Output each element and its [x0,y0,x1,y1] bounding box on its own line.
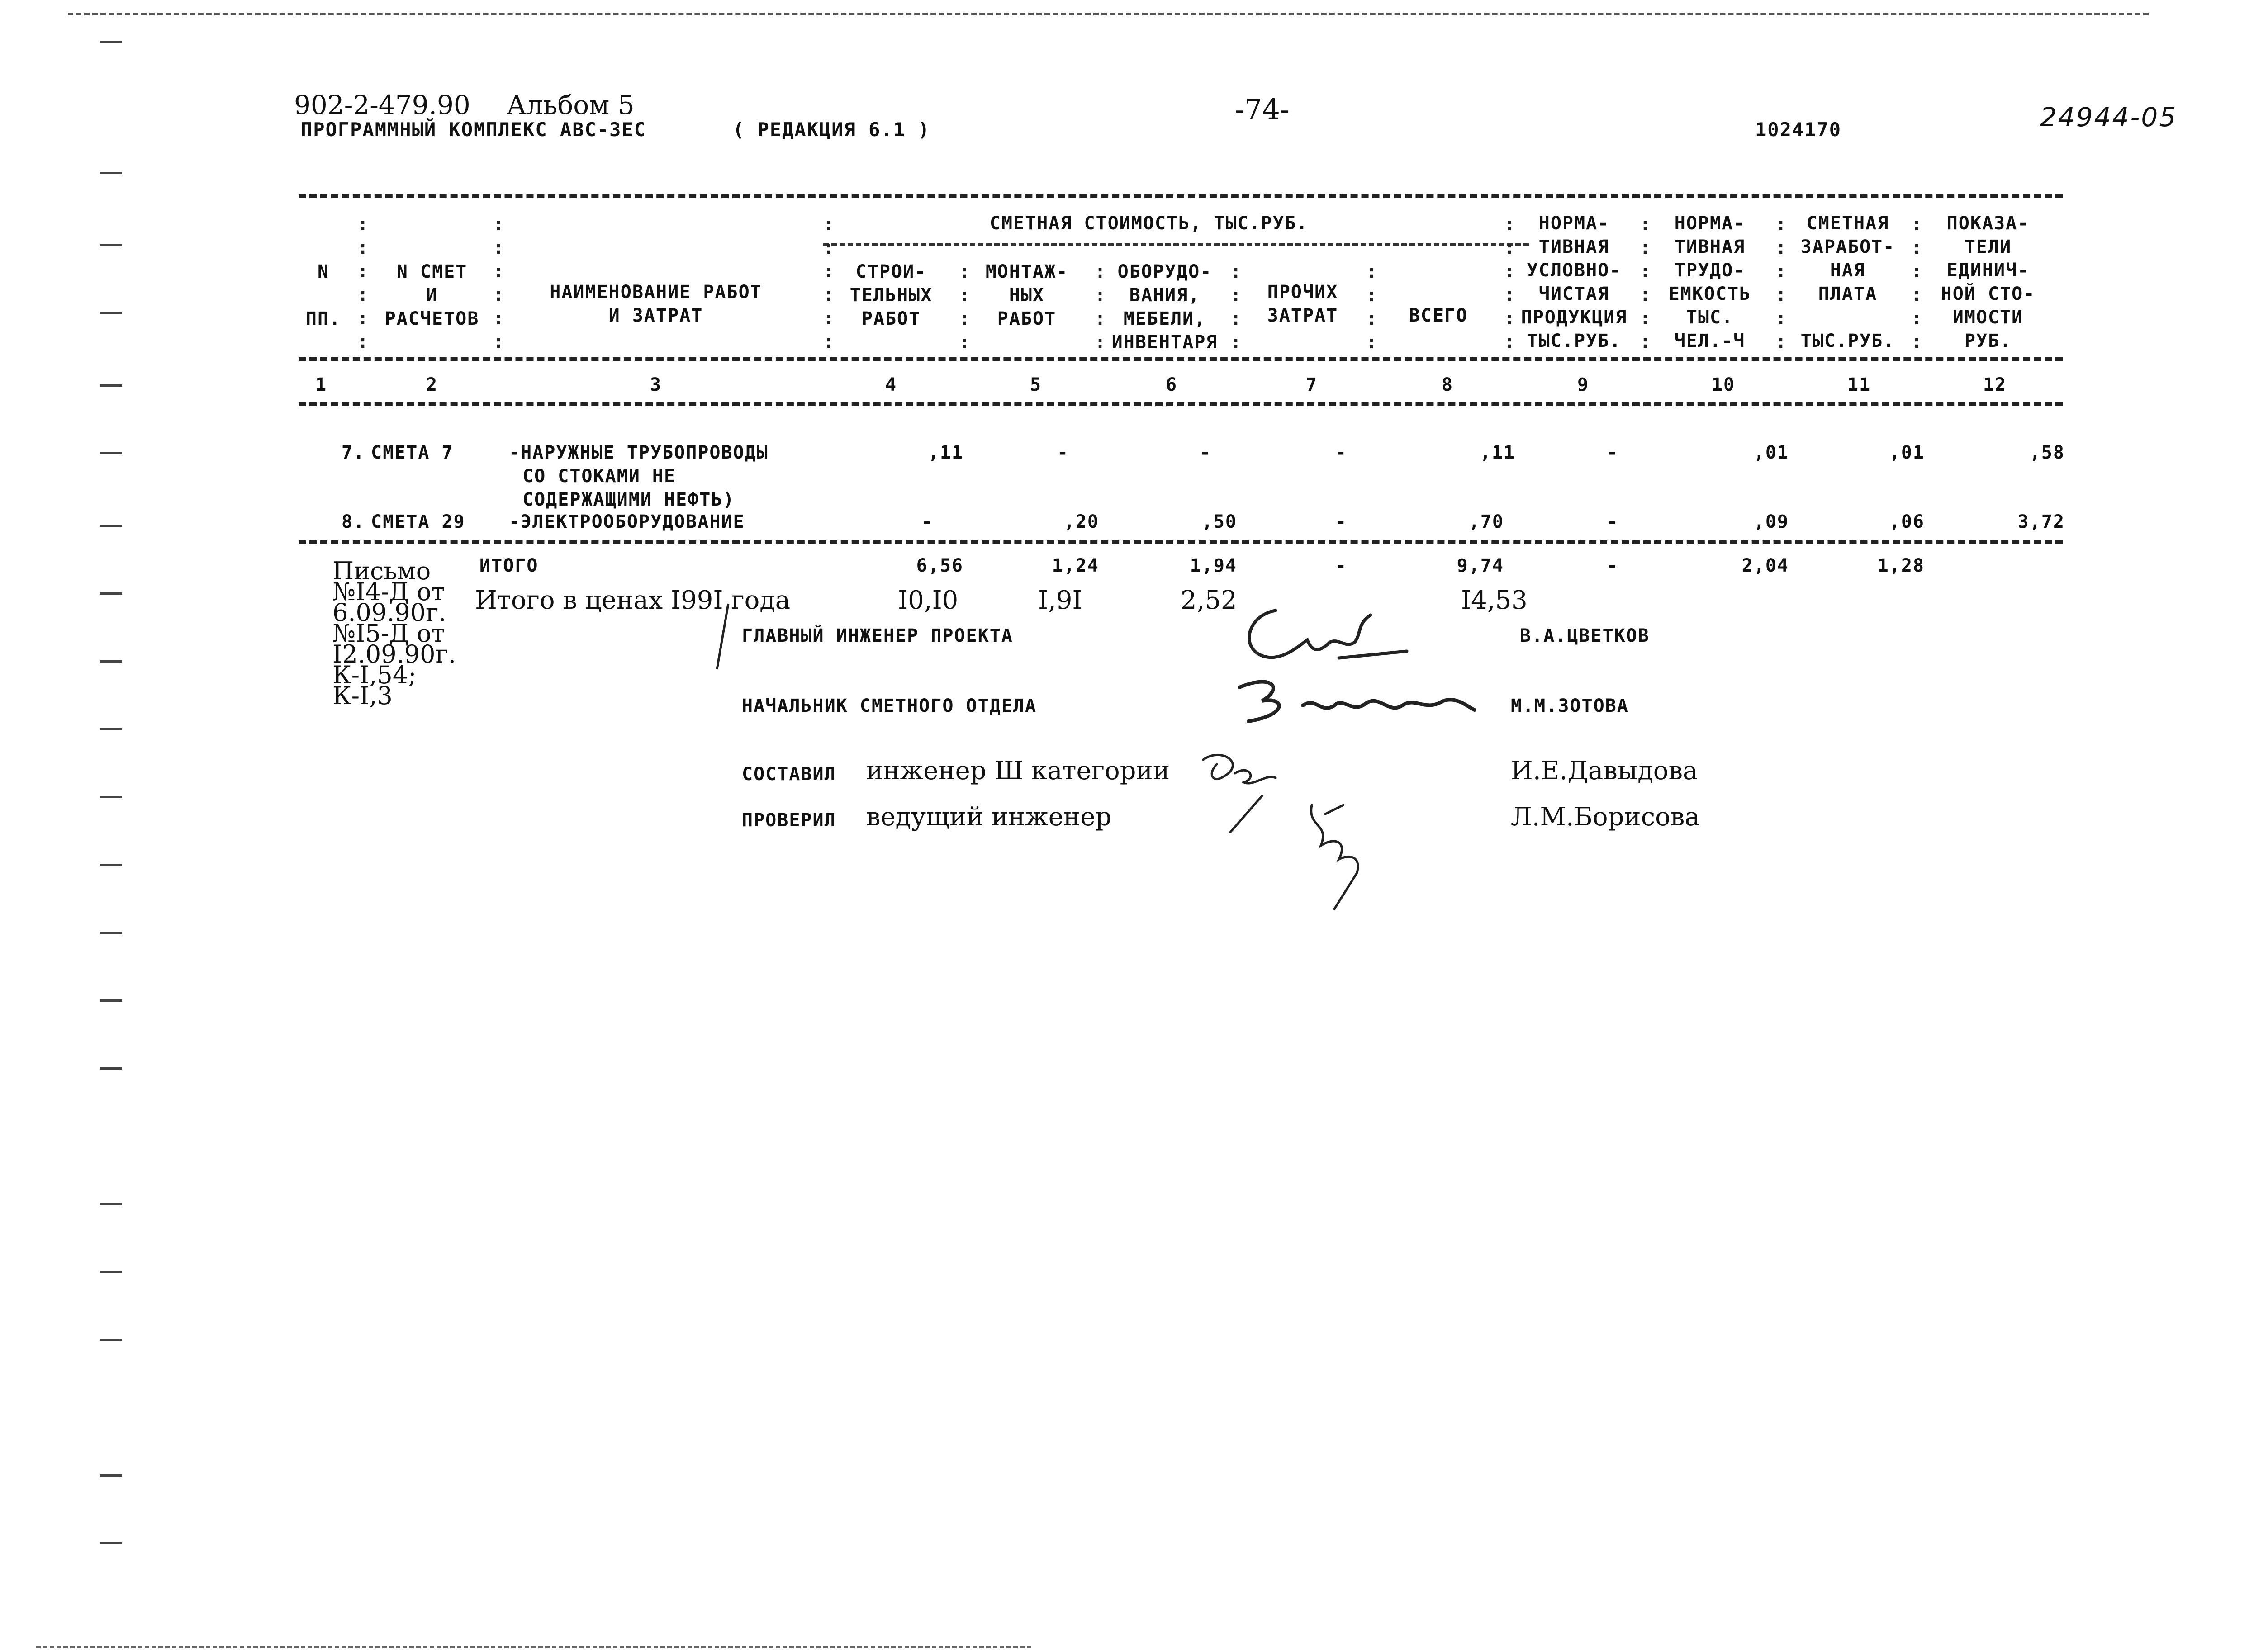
handwritten-signature [1294,796,1384,914]
row-name: -ЭЛЕКТРООБОРУДОВАНИЕ [509,511,745,532]
margin-mark [100,728,122,730]
cell-c11: ,01 [1889,442,1925,463]
document-code: 902-2-479.90 [294,90,470,120]
cell-c9: - [1606,442,1619,463]
signature-role-head: НАЧАЛЬНИК СМЕТНОГО ОТДЕЛА [742,696,1037,716]
total-c6: 1,94 [1190,555,1237,576]
table-rule-group [823,243,1529,246]
total-c4: 6,56 [916,555,963,576]
margin-mark [100,1474,122,1477]
cell-c10: ,09 [1753,511,1789,532]
cell-c8: ,70 [1468,511,1504,532]
col-number: 11 [1847,374,1871,395]
cell-c5: - [1057,442,1069,463]
margin-mark [100,796,122,798]
margin-mark [100,1271,122,1273]
col-number: 6 [1165,374,1178,395]
cell-c4: - [921,511,934,532]
col-separator: : : : : [1230,261,1243,353]
margin-mark [100,172,122,174]
col-number: 9 [1577,374,1590,395]
margin-mark [100,932,122,934]
table-rule-numbers-bottom [299,402,2063,406]
total-c8: 9,74 [1457,555,1504,576]
col-separator: : : : : : : [1640,214,1652,352]
handwritten-signature [1230,669,1484,733]
col-header-1: N ПП. [305,261,342,329]
col-number: 2 [426,374,438,395]
code-center: 1024170 [1755,118,1842,141]
col-number: 12 [1983,374,2007,395]
col-number: 1 [315,374,327,395]
margin-mark [100,864,122,866]
col-number: 7 [1305,374,1318,395]
program-label: ПРОГРАММНЫЙ КОМПЛЕКС АВС-3ЕС [301,118,647,141]
cell-c9: - [1606,511,1619,532]
margin-mark [100,452,122,454]
col-separator: : : : : [959,261,971,353]
cell-c12: 3,72 [2017,511,2065,532]
margin-mark [100,1542,122,1544]
col-number: 3 [650,374,662,395]
signature-name-head: М.М.ЗОТОВА [1511,696,1629,716]
total-1991-c4: I0,I0 [898,586,959,615]
col-separator: : : : : [1366,261,1378,353]
margin-mark [100,384,122,387]
col-header-2: N СМЕТ И РАСЧЕТОВ [384,261,479,329]
margin-mark [100,660,122,663]
margin-mark [100,244,122,246]
col-separator: : : : : : : [1504,214,1516,352]
album-label: Альбом 5 [507,90,635,120]
row-number: 8. [342,511,365,532]
margin-mark [100,41,122,43]
col-header-7: ПРОЧИХ ЗАТРАТ [1267,282,1338,326]
margin-mark [100,1067,122,1070]
margin-mark [100,592,122,595]
scan-top-edge [68,13,2149,15]
signature-name-checked: Л.М.Борисова [1511,802,1700,832]
signature-name-compiled: И.Е.Давыдова [1511,756,1698,786]
edition-label: ( РЕДАКЦИЯ 6.1 ) [733,118,930,141]
cell-c6: ,50 [1201,511,1237,532]
cell-c8: ,11 [1480,442,1515,463]
col-separator: : : : : [1095,261,1107,353]
col-separator: : : : : : : [493,214,505,352]
scan-bottom-edge [36,1646,1031,1648]
total-label: ИТОГО [479,555,539,576]
col-header-11: СМЕТНАЯ ЗАРАБОТ- НАЯ ПЛАТА ТЫС.РУБ. [1800,213,1895,351]
row-number: 7. [342,442,365,463]
cell-c12: ,58 [2029,442,2065,463]
row-name: -НАРУЖНЫЕ ТРУБОПРОВОДЫ СО СТОКАМИ НЕ СОДЕРЖАЩИМИ НЕФТЬ) [509,442,769,510]
total-1991-c5: I,9I [1038,586,1082,615]
col-separator: : : : : : : [357,214,370,352]
margin-note: Письмо №I4-Д от 6.09.90г. №I5-Д от I2.09.90г. К-I,54; К-I,3 [332,557,456,710]
signature-role-chief: ГЛАВНЫЙ ИНЖЕНЕР ПРОЕКТА [742,625,1013,646]
col-header-8: ВСЕГО [1409,305,1468,326]
col-number: 5 [1030,374,1042,395]
col-header-4: СТРОИ- ТЕЛЬНЫХ РАБОТ [849,261,933,329]
margin-mark [100,525,122,527]
margin-mark [100,1203,122,1205]
col-group-header: СМЕТНАЯ СТОИМОСТЬ, ТЫС.РУБ. [989,213,1309,234]
code-right: 24944-05 [2040,102,2178,133]
table-rule-total [299,540,2063,544]
total-c7: - [1335,555,1348,576]
row-smeta: СМЕТА 29 [371,511,465,532]
col-header-12: ПОКАЗА- ТЕЛИ ЕДИНИЧ- НОЙ СТО- ИМОСТИ РУБ. [1941,213,2036,351]
total-1991-c6: 2,52 [1181,586,1237,615]
col-number: 4 [885,374,897,395]
margin-mark [100,312,122,314]
cell-c6: - [1199,442,1212,463]
total-1991-label: Итого в ценах I99I года [475,586,791,615]
col-separator: : : : : : : [1775,214,1788,352]
col-header-6: ОБОРУДО- ВАНИЯ, МЕБЕЛИ, ИНВЕНТАРЯ [1111,261,1218,353]
handwritten-signature [1221,597,1411,674]
pen-stroke [715,601,733,674]
total-c11: 1,28 [1877,555,1925,576]
col-header-5: МОНТАЖ- НЫХ РАБОТ [985,261,1068,329]
col-separator: : : : : : : [823,214,835,352]
signature-name-chief: В.А.ЦВЕТКОВ [1520,625,1650,646]
cell-c11: ,06 [1889,511,1925,532]
page-number: -74- [1235,93,1290,126]
signature-prefix-checked: ПРОВЕРИЛ [742,810,836,831]
margin-mark [100,1339,122,1341]
cell-c7: - [1335,511,1348,532]
table-rule-top [299,194,2063,198]
col-header-9: НОРМА- ТИВНАЯ УСЛОВНО- ЧИСТАЯ ПРОДУКЦИЯ ТЫС.РУБ. [1521,213,1628,351]
row-smeta: СМЕТА 7 [371,442,454,463]
total-c10: 2,04 [1742,555,1789,576]
col-separator: : : : : : : [1911,214,1923,352]
total-1991-c8: I4,53 [1461,586,1528,615]
margin-mark [100,999,122,1002]
col-number: 10 [1711,374,1736,395]
cell-c7: - [1335,442,1348,463]
col-header-10: НОРМА- ТИВНАЯ ТРУДО- ЕМКОСТЬ ТЫС. ЧЕЛ.-Ч [1668,213,1751,351]
cell-c4: ,11 [928,442,963,463]
total-c9: - [1606,555,1619,576]
table-rule-header-bottom [299,357,2063,361]
cell-c10: ,01 [1753,442,1789,463]
signature-prefix-compiled: СОСТАВИЛ [742,764,836,785]
signature-role-compiled: инженер Ш категории [866,756,1170,786]
total-c5: 1,24 [1052,555,1099,576]
signature-role-checked: ведущий инженер [866,802,1112,832]
cell-c5: ,20 [1063,511,1099,532]
col-header-3: НАИМЕНОВАНИЕ РАБОТ И ЗАТРАТ [550,282,762,326]
col-number: 8 [1441,374,1454,395]
